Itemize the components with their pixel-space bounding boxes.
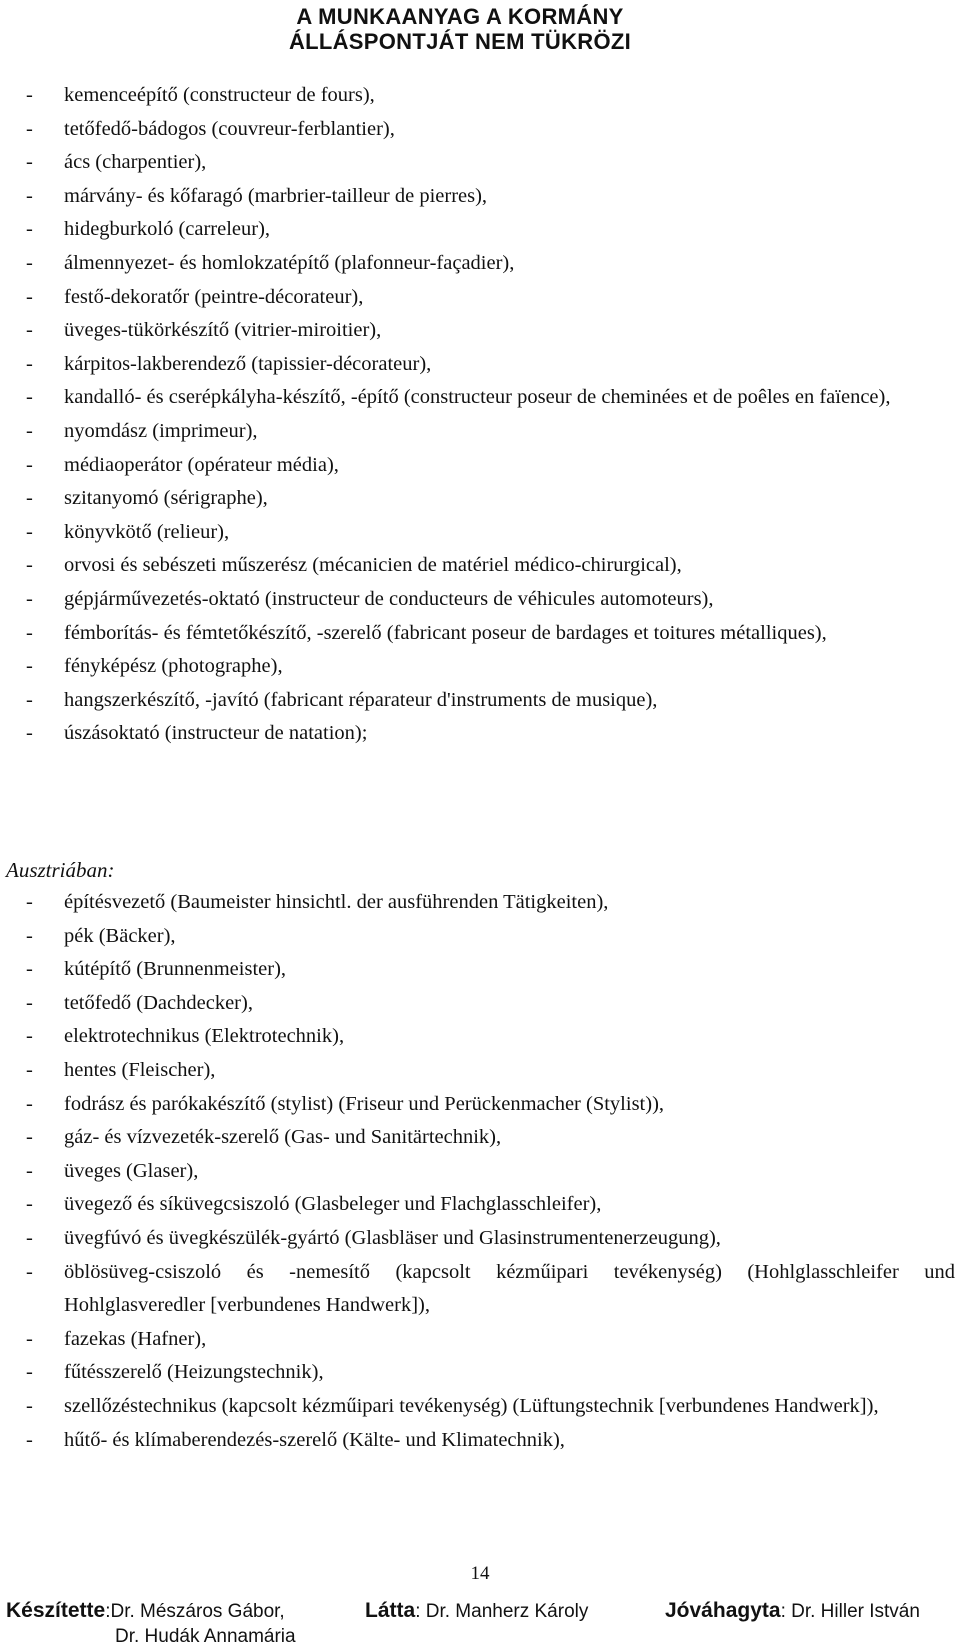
list-item (0, 987, 955, 1021)
dash-bullet: - (26, 520, 33, 543)
list-item-text: fémborítás- és fémtetőkészítő, -szerelő (fabricant poseur de bardages et toitures métalliques), (64, 621, 827, 644)
list-item-text: hentes (Fleischer), (64, 1058, 216, 1081)
dash-bullet: - (26, 487, 33, 510)
list-item-text: fűtésszerelő (Heizungstechnik), (64, 1361, 324, 1384)
footer-approved-by (665, 1598, 920, 1624)
list-item-text: álmennyezet- és homlokzatépítő (plafonneur-façadier), (64, 251, 515, 274)
list-item (0, 1121, 955, 1155)
list-item (0, 415, 955, 449)
list-item (0, 953, 955, 987)
list-item-text: kárpitos-lakberendező (tapissier-décorateur), (64, 352, 432, 375)
list-item (0, 920, 955, 954)
dash-bullet: - (26, 924, 33, 947)
list-item (0, 886, 955, 920)
list-item-text: üveges (Glaser), (64, 1159, 199, 1182)
dash-bullet: - (26, 1327, 33, 1350)
list-item-text: médiaoperátor (opérateur média), (64, 453, 339, 476)
prepared-by-label: Készítette (6, 1599, 106, 1622)
list-item (0, 549, 955, 583)
list-item (0, 1088, 955, 1122)
list-item (0, 314, 955, 348)
dash-bullet: - (26, 117, 33, 140)
list-item-text: építésvezető (Baumeister hinsichtl. der ausführenden Tätigkeiten), (64, 891, 609, 913)
list-item-text: hűtő- és klímaberendezés-szerelő (Kälte- und Klimatechnik), (64, 1428, 565, 1451)
dash-bullet: - (26, 991, 33, 1014)
dash-bullet: - (26, 218, 33, 241)
list-item (0, 1356, 955, 1390)
list-item-text: ács (charpentier), (64, 151, 207, 174)
list-item-text: elektrotechnikus (Elektrotechnik), (64, 1025, 345, 1048)
section-title-austria: Ausztriában: (6, 858, 115, 882)
dash-bullet: - (26, 1159, 33, 1182)
dash-bullet: - (26, 1193, 33, 1216)
dash-bullet: - (26, 655, 33, 678)
list-item (0, 213, 955, 247)
list-item (0, 247, 955, 281)
list-item-text: tetőfedő (Dachdecker), (64, 991, 253, 1014)
list-item-text: fodrász és parókakészítő (stylist) (Friseur und Perückenmacher (Stylist)), (64, 1092, 665, 1115)
dash-bullet: - (26, 184, 33, 207)
list-item (0, 146, 955, 180)
dash-bullet: - (26, 554, 33, 577)
header-line-2: ÁLLÁSPONTJÁT NEM TÜKRÖZI (288, 29, 632, 54)
header-line-1: A MUNKAANYAG A KORMÁNY (296, 4, 624, 29)
dash-bullet: - (26, 1428, 33, 1451)
list-item (0, 1323, 955, 1357)
dash-bullet: - (26, 587, 33, 610)
list-item (0, 717, 955, 751)
list-item (0, 617, 955, 651)
list-item-text: úszásoktató (instructeur de natation); (64, 722, 368, 745)
list-item-text: öblösüveg-csiszoló és -nemesítő (kapcsolt kézműipari tevékenység) (Hohlglasschleifer und Hohlglasveredler [verbundenes Handwerk]), (64, 1260, 955, 1317)
reviewed-by-value: : Dr. Manherz Károly (415, 1601, 589, 1622)
dash-bullet: - (26, 319, 33, 342)
list-item (0, 1155, 955, 1189)
list-item-text: tetőfedő-bádogos (couvreur-ferblantier), (64, 117, 395, 140)
list-item-text: fényképész (photographe), (64, 655, 283, 678)
list-item (0, 482, 955, 516)
list-item-text: szellőzéstechnikus (kapcsolt kézműipari tevékenység) (Lüftungstechnik [verbundenes Handwerk]), (64, 1394, 879, 1417)
dash-bullet: - (26, 84, 33, 106)
document-footer (0, 1598, 960, 1650)
list-item-text: szitanyomó (sérigraphe), (64, 487, 268, 510)
dash-bullet: - (26, 621, 33, 644)
page-number: 14 (470, 1563, 490, 1584)
list-item-text: üveges-tükörkészítő (vitrier-miroitier), (64, 319, 382, 342)
dash-bullet: - (26, 1058, 33, 1081)
list-item (0, 180, 955, 214)
dash-bullet: - (26, 1394, 33, 1417)
dash-bullet: - (26, 688, 33, 711)
list-item-text: üvegfúvó és üvegkészülék-gyártó (Glasbläser und Glasinstrumentenerzeugung), (64, 1226, 721, 1249)
list-item-text: kútépítő (Brunnenmeister), (64, 958, 287, 981)
dash-bullet: - (26, 1025, 33, 1048)
list-item (0, 281, 955, 315)
dash-bullet: - (26, 1226, 33, 1249)
list-item (0, 1256, 955, 1323)
list-item (0, 449, 955, 483)
list-item-text: gépjárművezetés-oktató (instructeur de conducteurs de véhicules automoteurs), (64, 587, 714, 610)
prepared-by-value-2: Dr. Hudák Annamária (115, 1626, 296, 1647)
approved-by-value: : Dr. Hiller István (780, 1601, 920, 1622)
dash-bullet: - (26, 352, 33, 375)
occupation-list-austria (0, 886, 955, 1457)
list-item (0, 348, 955, 382)
list-item (0, 650, 955, 684)
list-item-text: márvány- és kőfaragó (marbrier-tailleur de pierres), (64, 184, 488, 207)
dash-bullet: - (26, 722, 33, 745)
dash-bullet: - (26, 1260, 33, 1283)
list-item-text: fazekas (Hafner), (64, 1327, 207, 1350)
list-item (0, 516, 955, 550)
list-item (0, 113, 955, 147)
dash-bullet: - (26, 419, 33, 442)
list-item (0, 1020, 955, 1054)
list-item-text: kandalló- és cserépkályha-készítő, -építő (constructeur poseur de cheminées et de poêles en faïence), (64, 386, 891, 409)
prepared-by-value: :Dr. Mészáros Gábor, (105, 1601, 285, 1622)
list-item (0, 583, 955, 617)
list-item-text: pék (Bäcker), (64, 924, 176, 947)
list-item-text: orvosi és sebészeti műszerész (mécanicien de matériel médico-chirurgical), (64, 554, 682, 577)
page-header (250, 4, 670, 54)
list-item (0, 1188, 955, 1222)
dash-bullet: - (26, 958, 33, 981)
list-item-text: gáz- és vízvezeték-szerelő (Gas- und Sanitärtechnik), (64, 1126, 502, 1149)
list-item-text: kemenceépítő (constructeur de fours), (64, 84, 375, 106)
dash-bullet: - (26, 251, 33, 274)
footer-reviewed-by (365, 1598, 588, 1624)
dash-bullet: - (26, 285, 33, 308)
list-item (0, 79, 955, 113)
occupation-list-france (0, 79, 955, 751)
list-item-text: hangszerkészítő, -javító (fabricant réparateur d'instruments de musique), (64, 688, 658, 711)
dash-bullet: - (26, 1126, 33, 1149)
list-item (0, 381, 955, 415)
dash-bullet: - (26, 386, 33, 409)
list-item-text: könyvkötő (relieur), (64, 520, 230, 543)
dash-bullet: - (26, 151, 33, 174)
list-item-text: festő-dekoratőr (peintre-décorateur), (64, 285, 364, 308)
dash-bullet: - (26, 1361, 33, 1384)
dash-bullet: - (26, 453, 33, 476)
dash-bullet: - (26, 1092, 33, 1115)
list-item (0, 684, 955, 718)
list-item-text: nyomdász (imprimeur), (64, 419, 258, 442)
list-item (0, 1390, 955, 1424)
list-item-text: üvegező és síküvegcsiszoló (Glasbeleger und Flachglasschleifer), (64, 1193, 602, 1216)
list-item (0, 1222, 955, 1256)
approved-by-label: Jóváhagyta (665, 1599, 781, 1622)
list-item-text: hidegburkoló (carreleur), (64, 218, 271, 241)
list-item (0, 1054, 955, 1088)
footer-prepared-by (6, 1598, 296, 1649)
reviewed-by-label: Látta (365, 1599, 416, 1622)
dash-bullet: - (26, 891, 33, 913)
list-item (0, 1424, 955, 1458)
